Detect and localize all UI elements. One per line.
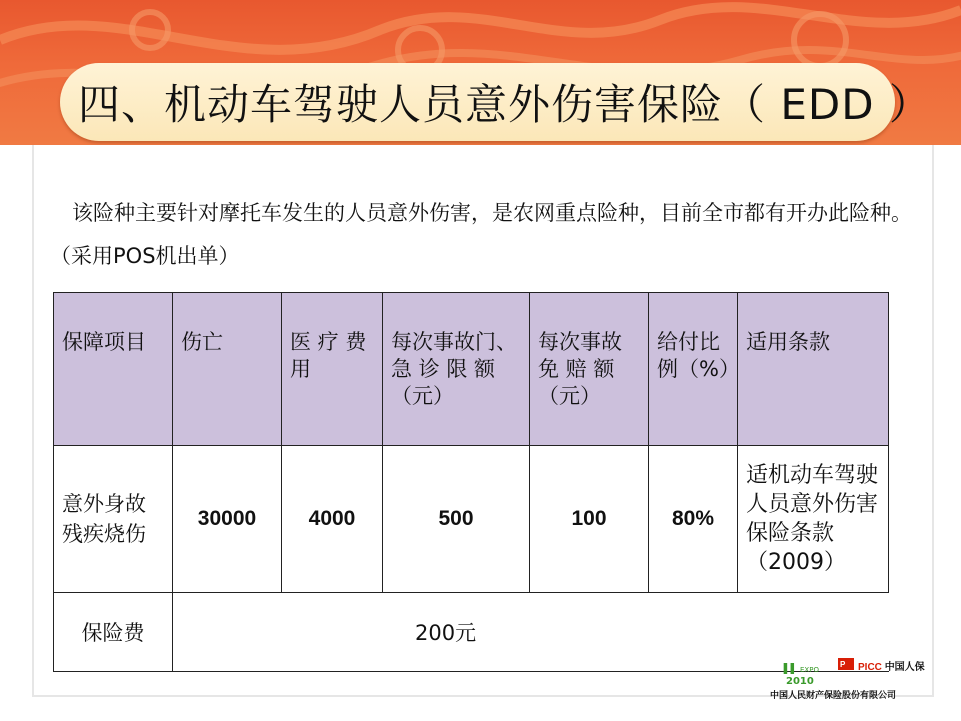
svg-text:2010: 2010 — [786, 676, 814, 687]
description-text — [50, 192, 920, 278]
footer-logos — [770, 650, 930, 700]
picc-brand — [858, 658, 925, 673]
header-cell: 伤亡 — [173, 293, 282, 446]
premium-label-cell: 保险费 — [54, 593, 173, 672]
header-cell: 适用条款 — [738, 293, 889, 446]
medical-amount-cell: 4000 — [282, 446, 383, 593]
table-header-row — [54, 293, 889, 446]
header-cell: 医 疗 费 用 — [282, 293, 383, 446]
svg-text:ıı: ıı — [782, 655, 796, 679]
company-name: 中国人民财产保险股份有限公司 — [770, 691, 897, 701]
picc-brand-cn: 中国人保 — [884, 662, 925, 673]
coverage-item-cell: 意外身故残疾烧伤 — [54, 446, 173, 593]
header-cell: 每次事故免 赔 额（元） — [530, 293, 649, 446]
coverage-table — [53, 292, 889, 672]
death-amount-cell: 30000 — [173, 446, 282, 593]
header-cell: 给付比例（%） — [649, 293, 738, 446]
header-cell: 保障项目 — [54, 293, 173, 446]
payout-ratio-cell: 80% — [649, 446, 738, 593]
deductible-cell: 100 — [530, 446, 649, 593]
svg-text:EXPO: EXPO — [800, 666, 819, 674]
page-title: 四、机动车驾驶人员意外伤害保险（ EDD ） — [78, 80, 932, 129]
emergency-limit-cell: 500 — [383, 446, 530, 593]
picc-logo-icon: P — [840, 660, 846, 669]
description-paragraph: 该险种主要针对摩托车发生的人员意外伤害，是农网重点险种，目前全市都有开办此险种。（采用POS机出单） — [50, 201, 912, 268]
table-row — [54, 446, 889, 593]
header-cell: 每次事故门、急 诊 限 额（元） — [383, 293, 530, 446]
premium-value: 200元 — [415, 621, 477, 645]
picc-brand-text: PICC — [858, 662, 882, 673]
clause-cell: 适机动车驾驶人员意外伤害保险条款（2009） — [738, 446, 889, 593]
premium-row — [54, 593, 889, 672]
